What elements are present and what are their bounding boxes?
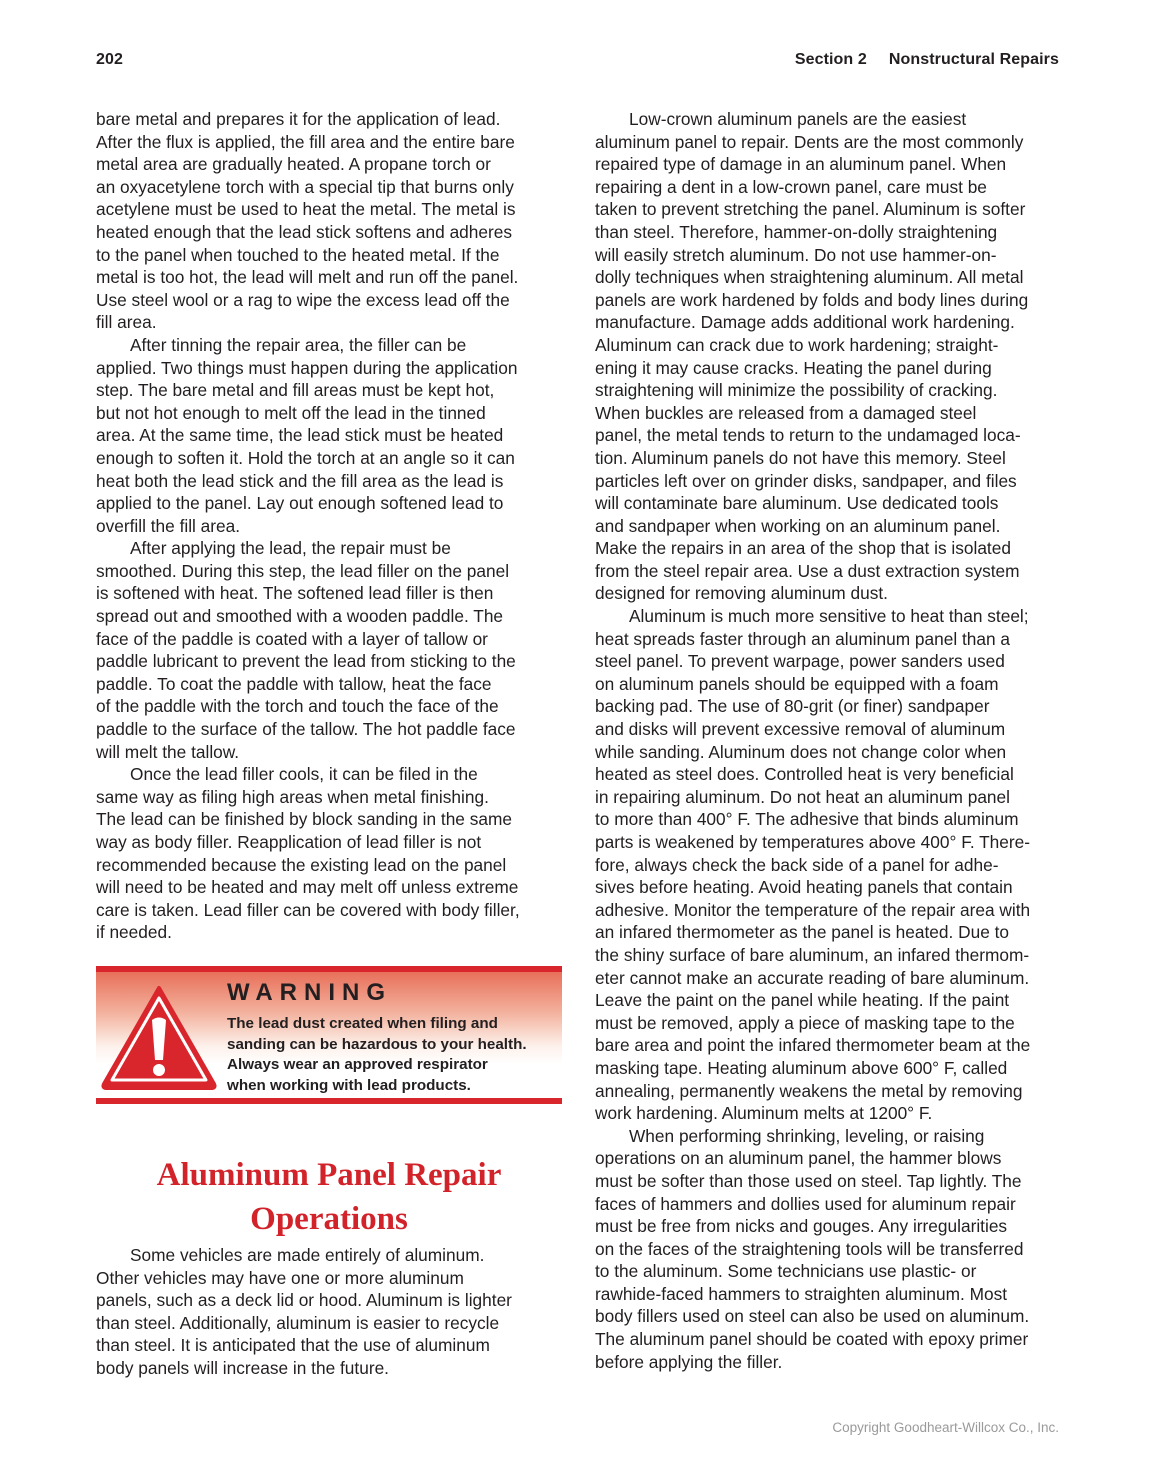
text-line: aluminum panel to repair. Dents are the most commonly: [595, 131, 1024, 152]
warning-line: Always wear an approved respirator: [227, 1056, 488, 1074]
text-line: After applying the lead, the repair must be: [130, 538, 451, 559]
text-line: Leave the paint on the panel while heating. If the paint: [595, 990, 1010, 1011]
text-line: The lead can be finished by block sanding in the same: [96, 809, 512, 830]
text-line: Other vehicles may have one or more aluminum: [96, 1267, 464, 1288]
text-line: on the faces of the straightening tools will be transferred: [595, 1238, 1024, 1259]
page-number: 202: [96, 51, 123, 68]
text-line: body panels will increase in the future.: [96, 1357, 389, 1378]
text-line: way as body filler. Reapplication of lead filler is not: [96, 832, 482, 852]
section-heading-line: Operations: [250, 1201, 408, 1237]
text-line: panel, the metal tends to return to the undamaged loca-: [595, 425, 1021, 446]
text-line: metal area are gradually heated. A propane torch or: [96, 154, 491, 175]
text-line: Some vehicles are made entirely of aluminum.: [130, 1245, 485, 1265]
text-line: and disks will prevent excessive removal of aluminum: [595, 719, 1006, 740]
text-line: step. The bare metal and fill areas must be kept hot,: [96, 380, 495, 401]
text-line: the shiny surface of bare aluminum, an infared thermom-: [595, 944, 1030, 965]
text-line: will melt the tallow.: [96, 741, 240, 762]
text-line: Use steel wool or a rag to wipe the excess lead off the: [96, 289, 510, 310]
warning-title: WARNING: [227, 979, 392, 1006]
text-line: smoothed. During this step, the lead filler on the panel: [96, 560, 510, 581]
text-line: metal is too hot, the lead will melt and run off the panel.: [96, 267, 519, 288]
text-line: eter cannot make an accurate reading of bare aluminum.: [595, 967, 1030, 988]
warning-triangle-icon: [100, 984, 218, 1090]
text-line: to the aluminum. Some technicians use plastic- or: [595, 1261, 977, 1282]
text-line: on aluminum panels should be equipped with a foam: [595, 673, 999, 694]
text-line: will easily stretch aluminum. Do not use hammer-on-: [595, 244, 997, 265]
text-line: ening it may cause cracks. Heating the panel during: [595, 357, 992, 378]
text-line: spread out and smoothed with a wooden paddle. The: [96, 606, 504, 627]
section-heading: [96, 1153, 562, 1241]
right-column-text: [595, 108, 1073, 1373]
text-line: acetylene must be used to heat the metal. The metal is: [96, 199, 516, 220]
section-heading-line: Aluminum Panel Repair: [156, 1157, 502, 1193]
text-line: overfill the fill area.: [96, 515, 241, 536]
text-line: of the paddle with the torch and touch the face of the: [96, 696, 499, 717]
text-line: than steel. Therefore, hammer-on-dolly straightening: [595, 221, 998, 242]
text-line: steel panel. To prevent warpage, power sanders used: [595, 651, 1005, 672]
text-line: parts is weakened by temperatures above 400° F. There-: [595, 832, 1031, 852]
text-line: bare area and point the infared thermometer beam at the: [595, 1035, 1031, 1056]
text-line: will contaminate bare aluminum. Use dedicated tools: [595, 493, 999, 514]
text-line: particles left over on grinder disks, sandpaper, and files: [595, 470, 1017, 491]
text-line: When buckles are released from a damaged steel: [595, 402, 977, 423]
text-line: After tinning the repair area, the filler can be: [130, 334, 467, 355]
text-line: must be free from nicks and gouges. Any irregularities: [595, 1216, 1008, 1237]
text-line: panels are work hardened by folds and body lines during: [595, 289, 1029, 310]
warning-line: when working with lead products.: [227, 1076, 471, 1094]
text-line: fore, always check the back side of a panel for adhe-: [595, 854, 999, 875]
text-line: in repairing aluminum. Do not heat an aluminum panel: [595, 786, 1010, 807]
text-line: adhesive. Monitor the temperature of the repair area with: [595, 899, 1031, 920]
text-line: face of the paddle is coated with a layer of tallow or: [96, 628, 488, 649]
text-line: taken to prevent stretching the panel. Aluminum is softer: [595, 199, 1026, 220]
text-line: than steel. Additionally, aluminum is easier to recycle: [96, 1312, 500, 1333]
text-line: The aluminum panel should be coated with epoxy primer: [595, 1329, 1029, 1350]
warning-line: sanding can be hazardous to your health.: [227, 1035, 527, 1053]
text-line: Make the repairs in an area of the shop that is isolated: [595, 538, 1011, 559]
text-line: sives before heating. Avoid heating panels that contain: [595, 877, 1013, 898]
text-line: heat spreads faster through an aluminum panel than a: [595, 628, 1011, 649]
text-line: is softened with heat. The softened lead filler is then: [96, 583, 494, 604]
text-line: if needed.: [96, 922, 172, 943]
text-line: work hardening. Aluminum melts at 1200° F.: [595, 1103, 933, 1124]
text-line: repaired type of damage in an aluminum panel. When: [595, 154, 1007, 175]
text-line: while sanding. Aluminum does not change color when: [595, 741, 1007, 762]
text-line: and sandpaper when working on an aluminum panel.: [595, 515, 1001, 536]
text-line: recommended because the existing lead on the panel: [96, 854, 507, 875]
text-line: annealing, permanently weakens the metal by removing: [595, 1080, 1023, 1101]
left-column-intro-text: [96, 1244, 564, 1380]
text-line: Aluminum is much more sensitive to heat than steel;: [629, 606, 1029, 627]
text-line: straightening will minimize the possibility of cracking.: [595, 380, 998, 401]
copyright-notice: Copyright Goodheart-Willcox Co., Inc.: [832, 1420, 1059, 1435]
warning-body: [227, 1014, 527, 1096]
text-line: paddle. To coat the paddle with tallow, heat the face: [96, 673, 492, 694]
text-line: bare metal and prepares it for the application of lead.: [96, 109, 501, 129]
text-line: but not hot enough to melt off the lead in the tinned: [96, 402, 486, 423]
text-line: masking tape. Heating aluminum above 600° F, called: [595, 1057, 1008, 1078]
text-line: repairing a dent in a low-crown panel, care must be: [595, 176, 987, 197]
left-column-text: [96, 108, 564, 944]
text-line: from the steel repair area. Use a dust extraction system: [595, 560, 1020, 581]
text-line: enough to soften it. Hold the torch at an angle so it can: [96, 447, 515, 468]
running-header: [795, 51, 1059, 69]
text-line: Aluminum can crack due to work hardening; straight-: [595, 334, 999, 355]
warning-box: [96, 966, 562, 1106]
text-line: to the panel when touched to the heated metal. If the: [96, 244, 500, 265]
text-line: will need to be heated and may melt off unless extreme: [96, 877, 519, 898]
text-line: Low-crown aluminum panels are the easiest: [629, 109, 967, 129]
text-line: manufacture. Damage adds additional work hardening.: [595, 312, 1015, 333]
text-line: After the flux is applied, the fill area and the entire bare: [96, 131, 515, 152]
text-line: before applying the filler.: [595, 1351, 783, 1372]
text-line: to more than 400° F. The adhesive that binds aluminum: [595, 809, 1019, 830]
text-line: heat both the lead stick and the fill area as the lead is: [96, 470, 504, 491]
text-line: operations on an aluminum panel, the hammer blows: [595, 1148, 1002, 1169]
section-title: Nonstructural Repairs: [888, 51, 1059, 68]
text-line: designed for removing aluminum dust.: [595, 583, 888, 604]
text-line: an oxyacetylene torch with a special tip that burns only: [96, 176, 514, 197]
text-line: tion. Aluminum panels do not have this memory. Steel: [595, 447, 1006, 468]
text-line: same way as filing high areas when metal finishing.: [96, 786, 489, 807]
section-label: Section 2: [794, 51, 867, 68]
text-line: backing pad. The use of 80-grit (or finer) sandpaper: [595, 696, 990, 717]
text-line: must be removed, apply a piece of masking tape to the: [595, 1012, 1015, 1033]
text-line: applied to the panel. Lay out enough softened lead to: [96, 493, 504, 514]
text-line: applied. Two things must happen during the application: [96, 357, 518, 378]
text-line: faces of hammers and dollies used for aluminum repair: [595, 1193, 1016, 1214]
text-line: heated as steel does. Controlled heat is very beneficial: [595, 764, 1014, 785]
text-line: than steel. It is anticipated that the use of aluminum: [96, 1335, 490, 1356]
warning-line: The lead dust created when filing and: [227, 1015, 498, 1032]
text-line: dolly techniques when straightening aluminum. All metal: [595, 267, 1024, 288]
text-line: paddle lubricant to prevent the lead from sticking to the: [96, 651, 516, 672]
text-line: an infared thermometer as the panel is heated. Due to: [595, 922, 1010, 943]
text-line: fill area.: [96, 312, 157, 333]
text-line: body fillers used on steel can also be used on aluminum.: [595, 1306, 1030, 1327]
text-line: heated enough that the lead stick softens and adheres: [96, 221, 513, 242]
text-line: paddle to the surface of the tallow. The hot paddle face: [96, 719, 516, 740]
text-line: area. At the same time, the lead stick must be heated: [96, 425, 504, 446]
text-line: care is taken. Lead filler can be covered with body filler,: [96, 899, 520, 920]
text-line: panels, such as a deck lid or hood. Aluminum is lighter: [96, 1290, 512, 1311]
text-line: rawhide-faced hammers to straighten aluminum. Most: [595, 1283, 1008, 1304]
warning-bottom-rule: [96, 1098, 562, 1104]
text-line: must be softer than those used on steel. Tap lightly. The: [595, 1170, 1022, 1191]
text-line: When performing shrinking, leveling, or raising: [629, 1125, 985, 1146]
text-line: Once the lead filler cools, it can be filed in the: [130, 764, 478, 785]
